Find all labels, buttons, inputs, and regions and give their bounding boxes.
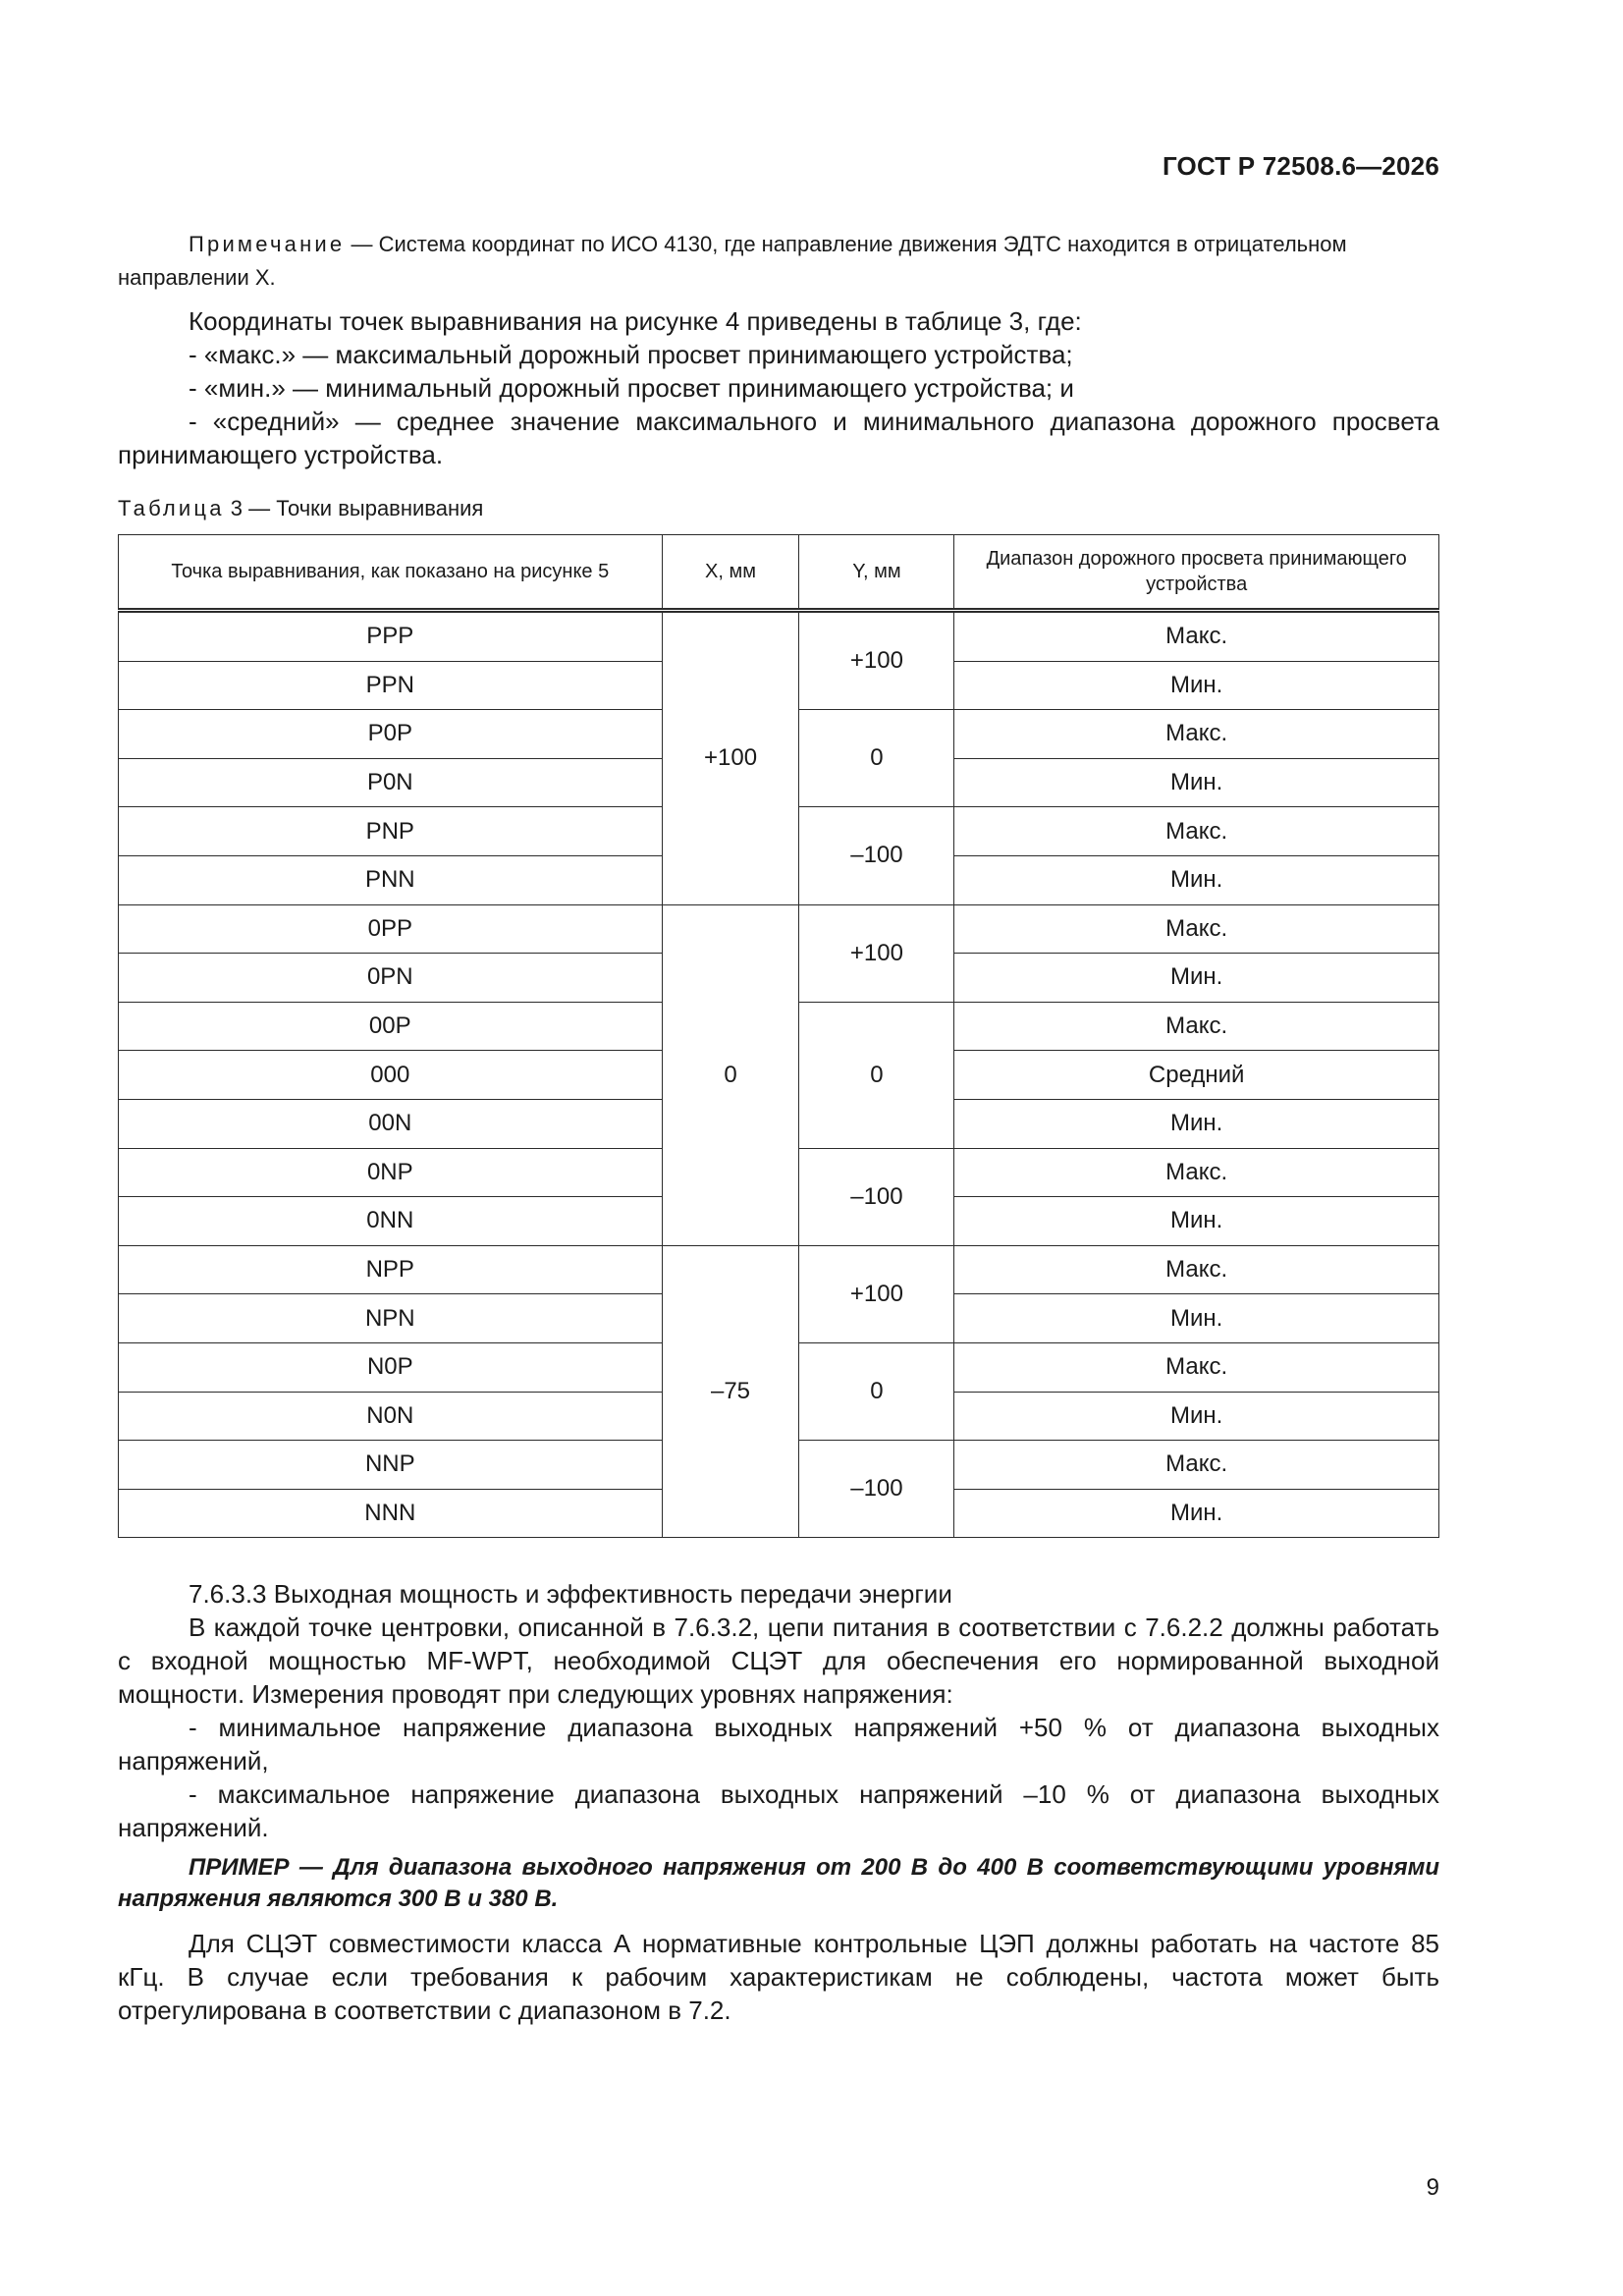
- cell-y: 0: [799, 1342, 954, 1440]
- cell-point: NPP: [119, 1245, 663, 1294]
- cell-point: PNN: [119, 855, 663, 904]
- cell-y: 0: [799, 710, 954, 807]
- cell-point: P0P: [119, 710, 663, 759]
- cell-point: PNP: [119, 807, 663, 856]
- cell-y: +100: [799, 611, 954, 710]
- cell-point: 0NN: [119, 1197, 663, 1246]
- document-number: ГОСТ Р 72508.6—2026: [1162, 151, 1439, 181]
- table-body: [119, 611, 1439, 1538]
- cell-range: Макс.: [954, 1342, 1439, 1392]
- alignment-points-table: [118, 534, 1439, 1538]
- table-caption-text: 3 — Точки выравнивания: [224, 496, 484, 520]
- cell-range: Мин.: [954, 1392, 1439, 1441]
- cell-range: Макс.: [954, 710, 1439, 759]
- note-label: Примечание: [189, 232, 346, 256]
- section-item: - максимальное напряжение диапазона выходных напряжений –10 % от диапазона выходных напряжений.: [118, 1779, 1439, 1842]
- cell-range: Мин.: [954, 1197, 1439, 1246]
- cell-range: Макс.: [954, 611, 1439, 662]
- table-caption: [118, 493, 483, 524]
- cell-point: 000: [119, 1051, 663, 1100]
- cell-range: Макс.: [954, 1245, 1439, 1294]
- header-y: Y, мм: [799, 535, 954, 611]
- section-item: - минимальное напряжение диапазона выходных напряжений +50 % от диапазона выходных напряжений,: [118, 1713, 1439, 1776]
- header-range: Диапазон дорожного просвета принимающего устройства: [954, 535, 1439, 611]
- intro-line: - «мин.» — минимальный дорожный просвет принимающего устройства; и: [189, 373, 1074, 403]
- cell-point: PPP: [119, 611, 663, 662]
- table-row: [119, 1245, 1439, 1294]
- note: [118, 228, 1439, 295]
- table-row: [119, 904, 1439, 954]
- table-header-row: [119, 535, 1439, 611]
- cell-point: 0PP: [119, 904, 663, 954]
- intro-line: Координаты точек выравнивания на рисунке 4 приведены в таблице 3, где:: [189, 306, 1082, 336]
- final-paragraph-block: [118, 1927, 1439, 2027]
- intro-line: - «макс.» — максимальный дорожный просвет принимающего устройства;: [189, 340, 1073, 369]
- cell-range: Макс.: [954, 1441, 1439, 1490]
- cell-x: +100: [662, 611, 799, 905]
- cell-x: –75: [662, 1245, 799, 1538]
- cell-point: 00P: [119, 1002, 663, 1051]
- cell-y: –100: [799, 1148, 954, 1245]
- cell-range: Мин.: [954, 855, 1439, 904]
- cell-range: Макс.: [954, 904, 1439, 954]
- cell-point: N0P: [119, 1342, 663, 1392]
- cell-range: Мин.: [954, 1099, 1439, 1148]
- cell-range: Мин.: [954, 758, 1439, 807]
- table-row: [119, 611, 1439, 662]
- table-caption-label: Таблица: [118, 496, 225, 520]
- cell-point: P0N: [119, 758, 663, 807]
- cell-y: –100: [799, 1441, 954, 1538]
- section-heading: 7.6.3.3 Выходная мощность и эффективность передачи энергии: [189, 1579, 952, 1609]
- cell-y: –100: [799, 807, 954, 904]
- cell-point: 0NP: [119, 1148, 663, 1197]
- cell-point: NPN: [119, 1294, 663, 1343]
- note-text: — Система координат по ИСО 4130, где направление движения ЭДТС находится в отрицательном направлении X.: [118, 232, 1347, 290]
- cell-x: 0: [662, 904, 799, 1245]
- cell-y: +100: [799, 1245, 954, 1342]
- cell-point: PPN: [119, 661, 663, 710]
- cell-y: 0: [799, 1002, 954, 1148]
- intro-block: [118, 304, 1439, 471]
- cell-point: 0PN: [119, 954, 663, 1003]
- cell-y: +100: [799, 904, 954, 1002]
- page-number: 9: [1426, 2174, 1439, 2201]
- section-block: [118, 1577, 1439, 1844]
- cell-point: 00N: [119, 1099, 663, 1148]
- cell-range: Макс.: [954, 1002, 1439, 1051]
- cell-range: Мин.: [954, 1489, 1439, 1538]
- cell-range: Мин.: [954, 954, 1439, 1003]
- header-point: Точка выравнивания, как показано на рисунке 5: [119, 535, 663, 611]
- cell-point: NNN: [119, 1489, 663, 1538]
- cell-range: Мин.: [954, 661, 1439, 710]
- cell-range: Макс.: [954, 807, 1439, 856]
- cell-point: NNP: [119, 1441, 663, 1490]
- cell-range: Средний: [954, 1051, 1439, 1100]
- section-paragraph: В каждой точке центровки, описанной в 7.6.3.2, цепи питания в соответствии с 7.6.2.2 должны работать с входной мощностью MF-WPT, необходимой СЦЭТ для обеспечения его нормированной выходной мощности. Измерения проводят при следующих уровнях напряжения:: [118, 1613, 1439, 1709]
- cell-range: Мин.: [954, 1294, 1439, 1343]
- header-x: X, мм: [662, 535, 799, 611]
- cell-range: Макс.: [954, 1148, 1439, 1197]
- example-note: ПРИМЕР — Для диапазона выходного напряжения от 200 В до 400 В соответствующими уровнями напряжения являются 300 В и 380 В.: [118, 1854, 1439, 1912]
- cell-point: N0N: [119, 1392, 663, 1441]
- intro-line: - «средний» — среднее значение максимального и минимального диапазона дорожного просвета принимающего устройства.: [118, 407, 1439, 469]
- final-paragraph: Для СЦЭТ совместимости класса А нормативные контрольные ЦЭП должны работать на частоте 85 кГц. В случае если требования к рабочим характеристикам не соблюдены, частота может быть отрегулирована в соответствии с диапазоном в 7.2.: [118, 1929, 1439, 2025]
